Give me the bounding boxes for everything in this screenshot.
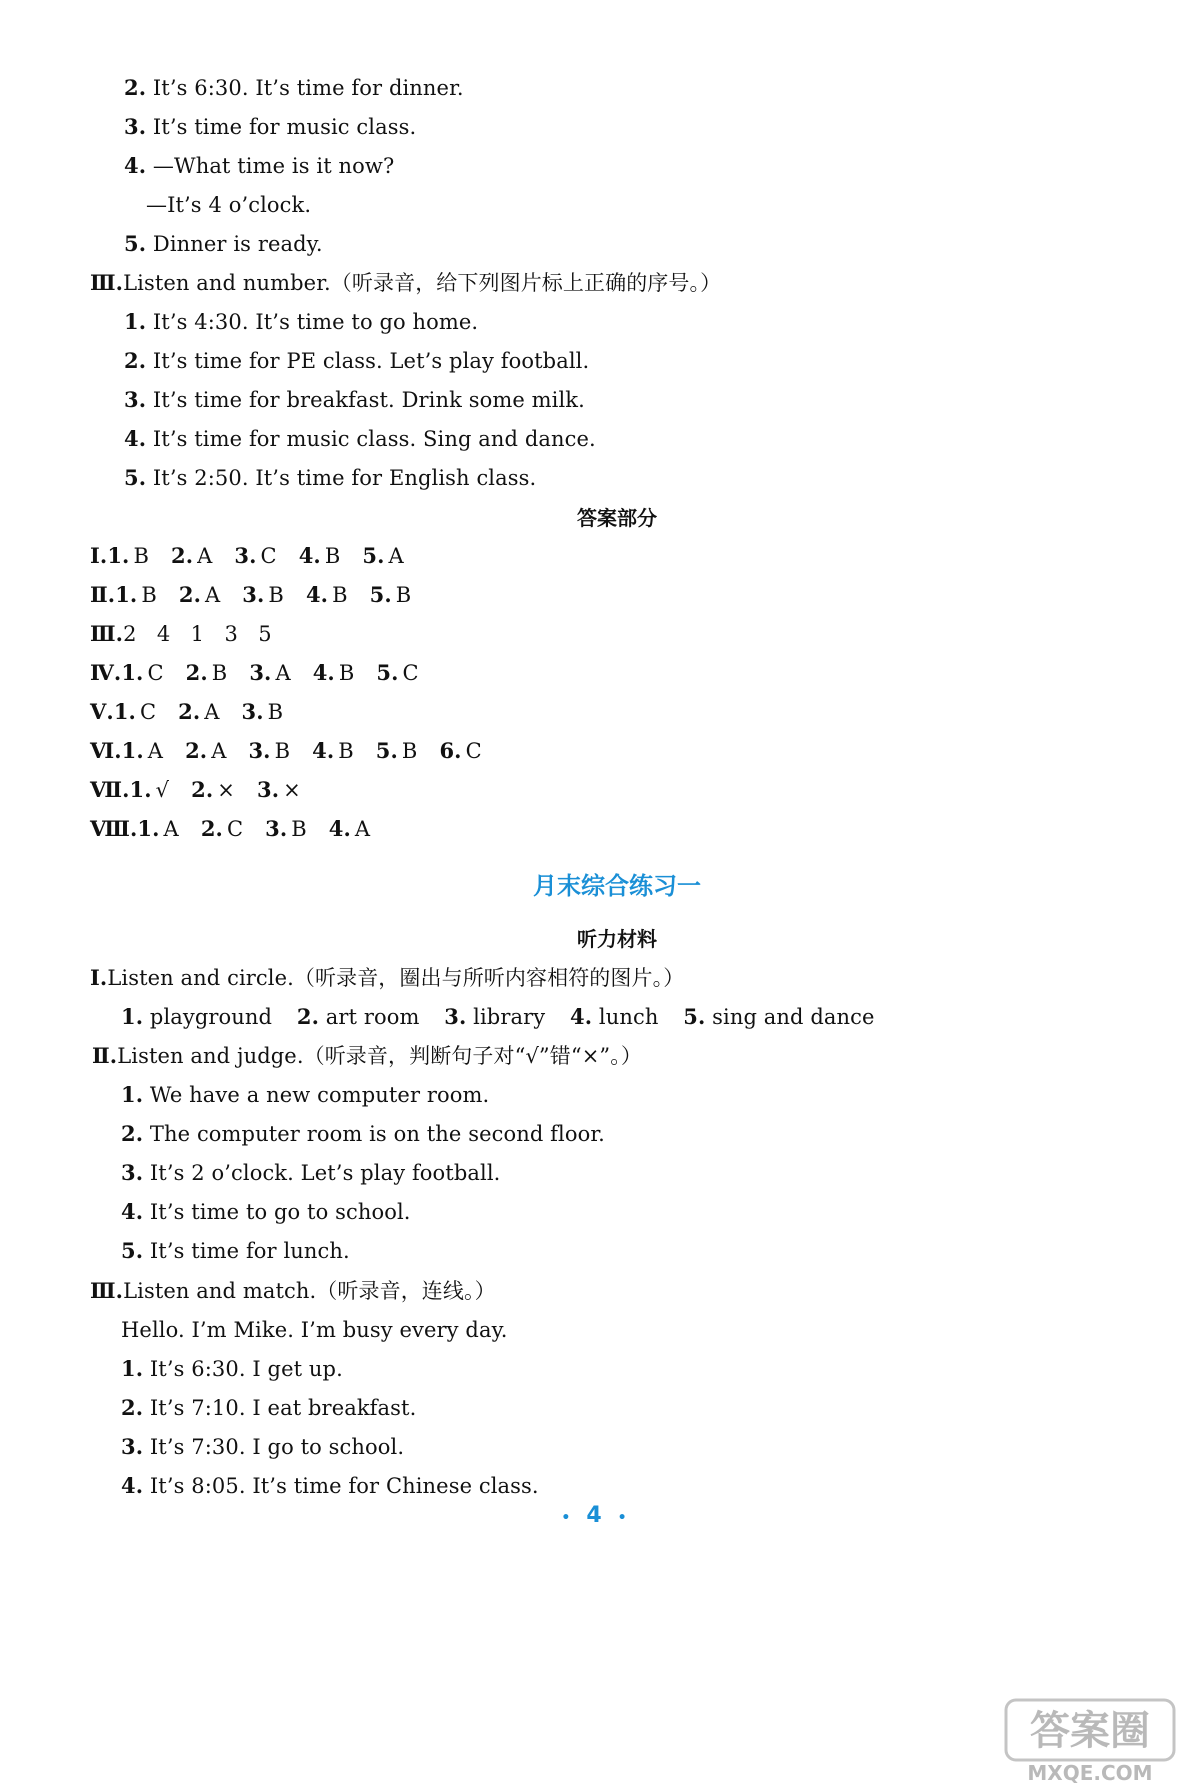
answer-number: 4. [312, 738, 335, 763]
item-text: art room [325, 1005, 420, 1029]
answer-value: B [338, 661, 355, 685]
item-number: 1. [121, 1082, 144, 1107]
item-number: 4. [121, 1473, 144, 1498]
answer-item [178, 698, 219, 726]
answer-value: C [147, 661, 164, 685]
item-text: playground [149, 1005, 273, 1029]
answer-item [234, 542, 276, 570]
answer-row [90, 542, 426, 570]
answer-item [376, 737, 418, 765]
monthly-section-2-title [92, 1042, 642, 1070]
answer-value: A [147, 739, 164, 763]
item-text: It’s 7:10. I eat breakfast. [149, 1396, 417, 1420]
answer-value: × [217, 778, 235, 802]
answer-value: B [141, 583, 157, 607]
answer-item [242, 698, 284, 726]
answer-item [329, 815, 370, 843]
answer-number: 2. [178, 582, 202, 607]
answer-value: A [275, 661, 291, 685]
answer-number: 4. [328, 816, 351, 841]
item-number: 4. [570, 1004, 593, 1029]
item-number: 2. [124, 348, 147, 373]
answer-number: 5. [369, 582, 392, 607]
answer-item [191, 776, 235, 804]
answer-number: 2. [191, 777, 214, 802]
section-title-text: Listen and circle.（听录音，圈出与所听内容相符的图片。） [107, 966, 685, 990]
item-text: It’s time for music class. Sing and dance. [152, 427, 596, 451]
answer-row [90, 698, 305, 726]
answer-row [90, 659, 441, 687]
roman-numeral: Ⅵ. [90, 738, 122, 763]
answer-item [248, 737, 290, 765]
answer-item [130, 776, 170, 804]
section-title-text: Listen and number.（听录音，给下列图片标上正确的序号。） [123, 271, 722, 295]
answer-number: 2. [171, 543, 194, 568]
answer-value: C [226, 817, 244, 841]
monthly-section-2-item-3 [121, 1159, 500, 1187]
answer-value: B [211, 661, 228, 685]
answer-item [362, 542, 403, 570]
section-title-text: Listen and judge.（听录音，判断句子对“√”错“×”。） [117, 1044, 642, 1068]
item-number: 1. [124, 309, 147, 334]
item-text: It’s time for lunch. [149, 1239, 350, 1263]
answer-value: × [283, 778, 301, 802]
roman-numeral: Ⅴ. [90, 699, 114, 724]
answer-number: 5. [362, 543, 385, 568]
answer-value: B [338, 739, 354, 763]
answer-value: A [354, 817, 371, 841]
answer-sequence: 2 4 1 3 5 [123, 622, 272, 646]
watermark-url-text: MXQE.COM [1027, 1761, 1153, 1785]
roman-numeral: Ⅳ. [90, 660, 122, 685]
answer-value: C [402, 661, 419, 685]
answer-number: 1. [121, 738, 144, 763]
monthly-section-3-intro [121, 1316, 508, 1344]
item-number: 4. [121, 1199, 144, 1224]
page-number-text: 4 [586, 1503, 602, 1528]
item-number: 5. [124, 231, 147, 256]
answer-number: 5. [376, 660, 399, 685]
item-number: 3. [121, 1434, 144, 1459]
monthly-section-3-item-4 [121, 1472, 539, 1500]
item-text: It’s 4:30. It’s time to go home. [152, 310, 479, 334]
answer-item [439, 737, 481, 765]
monthly-section-3-item-3 [121, 1433, 404, 1461]
item-text: It’s time for PE class. Let’s play football. [152, 349, 590, 373]
item-number: 1. [121, 1356, 144, 1381]
answer-item [179, 581, 220, 609]
answer-number: 4. [305, 582, 329, 607]
answer-value: A [205, 583, 221, 607]
item-text: It’s time for music class. [152, 115, 417, 139]
answer-number: 1. [113, 699, 136, 724]
monthly-section-2-item-1 [121, 1081, 489, 1109]
roman-numeral: Ⅷ. [90, 816, 138, 841]
monthly-section-3-item-2 [121, 1394, 416, 1422]
answer-value: B [291, 817, 307, 841]
answer-item [306, 581, 348, 609]
answer-number: 2. [185, 738, 208, 763]
listening-item-3 [124, 113, 416, 141]
answer-item [249, 659, 290, 687]
roman-numeral: Ⅶ. [90, 777, 130, 802]
answer-value: A [204, 700, 220, 724]
item-number: 3. [444, 1004, 467, 1029]
monthly-exercise-title [0, 870, 1188, 902]
item-number: 3. [124, 114, 147, 139]
page-dot-left: • [561, 1510, 571, 1526]
answer-value: C [139, 700, 157, 724]
answer-value: B [274, 739, 291, 763]
answer-number: 3. [241, 699, 264, 724]
answer-item [171, 542, 212, 570]
answer-row [90, 581, 433, 609]
listening-item-2 [124, 74, 464, 102]
answer-value: A [197, 544, 213, 568]
roman-numeral: Ⅰ. [90, 543, 108, 568]
item-text: It’s time for breakfast. Drink some milk. [152, 388, 585, 412]
answer-item [137, 815, 178, 843]
answer-item [114, 698, 156, 726]
answer-value: B [133, 544, 150, 568]
listening-materials-heading [0, 925, 1188, 953]
section-title-text: Listen and match.（听录音，连线。） [123, 1279, 496, 1303]
roman-numeral: Ⅲ. [90, 621, 124, 646]
answer-item [370, 581, 412, 609]
answer-value: B [324, 544, 341, 568]
answer-number: 3. [242, 582, 265, 607]
section-3-item-3 [124, 386, 585, 414]
item-text: It’s 2 o’clock. Let’s play football. [149, 1161, 501, 1185]
listening-materials-text: 听力材料 [577, 927, 657, 951]
roman-numeral: Ⅲ. [90, 1278, 124, 1303]
intro-text: Hello. I’m Mike. I’m busy every day. [121, 1318, 508, 1342]
item-number: 5. [683, 1004, 706, 1029]
answer-item [185, 737, 226, 765]
item-number: 3. [124, 387, 147, 412]
roman-numeral: Ⅱ. [92, 1043, 118, 1068]
answer-number: 1. [115, 582, 138, 607]
item-number: 4. [124, 426, 147, 451]
item-text: The computer room is on the second floor. [149, 1122, 605, 1146]
item-number: 1. [121, 1004, 144, 1029]
answer-number: 4. [298, 543, 321, 568]
answer-item [299, 542, 341, 570]
monthly-section-3-title [90, 1277, 496, 1305]
answer-item [107, 542, 149, 570]
item-text: —It’s 4 o’clock. [146, 193, 312, 217]
answer-value: B [332, 583, 348, 607]
item-text: sing and dance [712, 1005, 875, 1029]
item-text: Dinner is ready. [152, 232, 323, 256]
answer-item [257, 776, 301, 804]
answer-item [313, 659, 355, 687]
answers-heading-text: 答案部分 [577, 506, 657, 530]
answer-number: 3. [234, 543, 257, 568]
item-text: It’s time to go to school. [149, 1200, 411, 1224]
monthly-title-text: 月末综合练习一 [533, 872, 701, 900]
answer-value: B [267, 700, 284, 724]
answer-value: B [401, 739, 418, 763]
answer-number: 1. [121, 660, 144, 685]
answer-value: B [395, 583, 412, 607]
item-text: It’s 7:30. I go to school. [149, 1435, 405, 1459]
item-text: —What time is it now? [152, 154, 395, 178]
answer-item [242, 581, 284, 609]
item-text: We have a new computer room. [149, 1083, 490, 1107]
item-text: It’s 8:05. It’s time for Chinese class. [149, 1474, 539, 1498]
listening-item-5 [124, 230, 323, 258]
item-text: It’s 6:30. I get up. [149, 1357, 343, 1381]
roman-numeral: Ⅰ. [90, 965, 108, 990]
answer-value: A [163, 817, 179, 841]
answer-value: A [211, 739, 227, 763]
answer-number: 2. [185, 660, 208, 685]
answer-row [90, 737, 504, 765]
watermark-main-text: 答案圈 [1030, 1708, 1150, 1754]
answer-item [265, 815, 307, 843]
page-dot-right: • [617, 1510, 627, 1526]
monthly-section-2-item-5 [121, 1237, 350, 1265]
section-3-item-4 [124, 425, 596, 453]
item-number: 2. [121, 1395, 144, 1420]
answer-number: 2. [178, 699, 201, 724]
answer-item [122, 737, 163, 765]
monthly-section-2-item-2 [121, 1120, 605, 1148]
item-text: It’s 6:30. It’s time for dinner. [152, 76, 464, 100]
answer-number: 1. [137, 816, 160, 841]
answer-number: 5. [375, 738, 398, 763]
answer-item [121, 659, 163, 687]
answer-value: A [388, 544, 404, 568]
roman-numeral: Ⅲ. [90, 270, 124, 295]
answer-number: 1. [129, 777, 152, 802]
page-number [0, 1502, 1188, 1532]
monthly-section-1-items [121, 1003, 875, 1031]
roman-numeral: Ⅱ. [90, 582, 116, 607]
item-number: 2. [124, 75, 147, 100]
item-number: 2. [121, 1121, 144, 1146]
section-3-title [90, 269, 721, 297]
answer-value: C [465, 739, 482, 763]
answer-item [376, 659, 418, 687]
answer-number: 3. [249, 660, 272, 685]
answer-value: √ [155, 778, 170, 802]
answer-row [90, 620, 272, 648]
item-number: 3. [121, 1160, 144, 1185]
answer-item [186, 659, 228, 687]
item-number: 4. [124, 153, 147, 178]
item-text: lunch [598, 1005, 659, 1029]
monthly-section-1-title [90, 964, 684, 992]
answer-number: 2. [200, 816, 223, 841]
listening-item-4 [124, 152, 394, 180]
item-text: library [473, 1005, 546, 1029]
answer-item [312, 737, 354, 765]
section-3-item-1 [124, 308, 478, 336]
answer-number: 4. [312, 660, 335, 685]
item-number: 2. [296, 1004, 319, 1029]
monthly-section-2-item-4 [121, 1198, 411, 1226]
answer-row [90, 776, 323, 804]
answer-number: 6. [439, 738, 462, 763]
answer-number: 1. [107, 543, 130, 568]
monthly-section-3-item-1 [121, 1355, 343, 1383]
answer-row [90, 815, 392, 843]
section-3-item-2 [124, 347, 589, 375]
section-3-item-5 [124, 464, 536, 492]
answer-value: C [260, 544, 277, 568]
answer-number: 3. [256, 777, 280, 802]
answer-item [201, 815, 243, 843]
item-text: It’s 2:50. It’s time for English class. [152, 466, 537, 490]
listening-item-4-reply [146, 191, 311, 219]
watermark-logo [1000, 1696, 1180, 1786]
answers-heading [0, 504, 1188, 532]
item-number: 5. [124, 465, 147, 490]
answer-number: 3. [248, 738, 271, 763]
item-number: 5. [121, 1238, 144, 1263]
answer-number: 3. [265, 816, 288, 841]
answer-value: B [268, 583, 284, 607]
answer-item [115, 581, 157, 609]
